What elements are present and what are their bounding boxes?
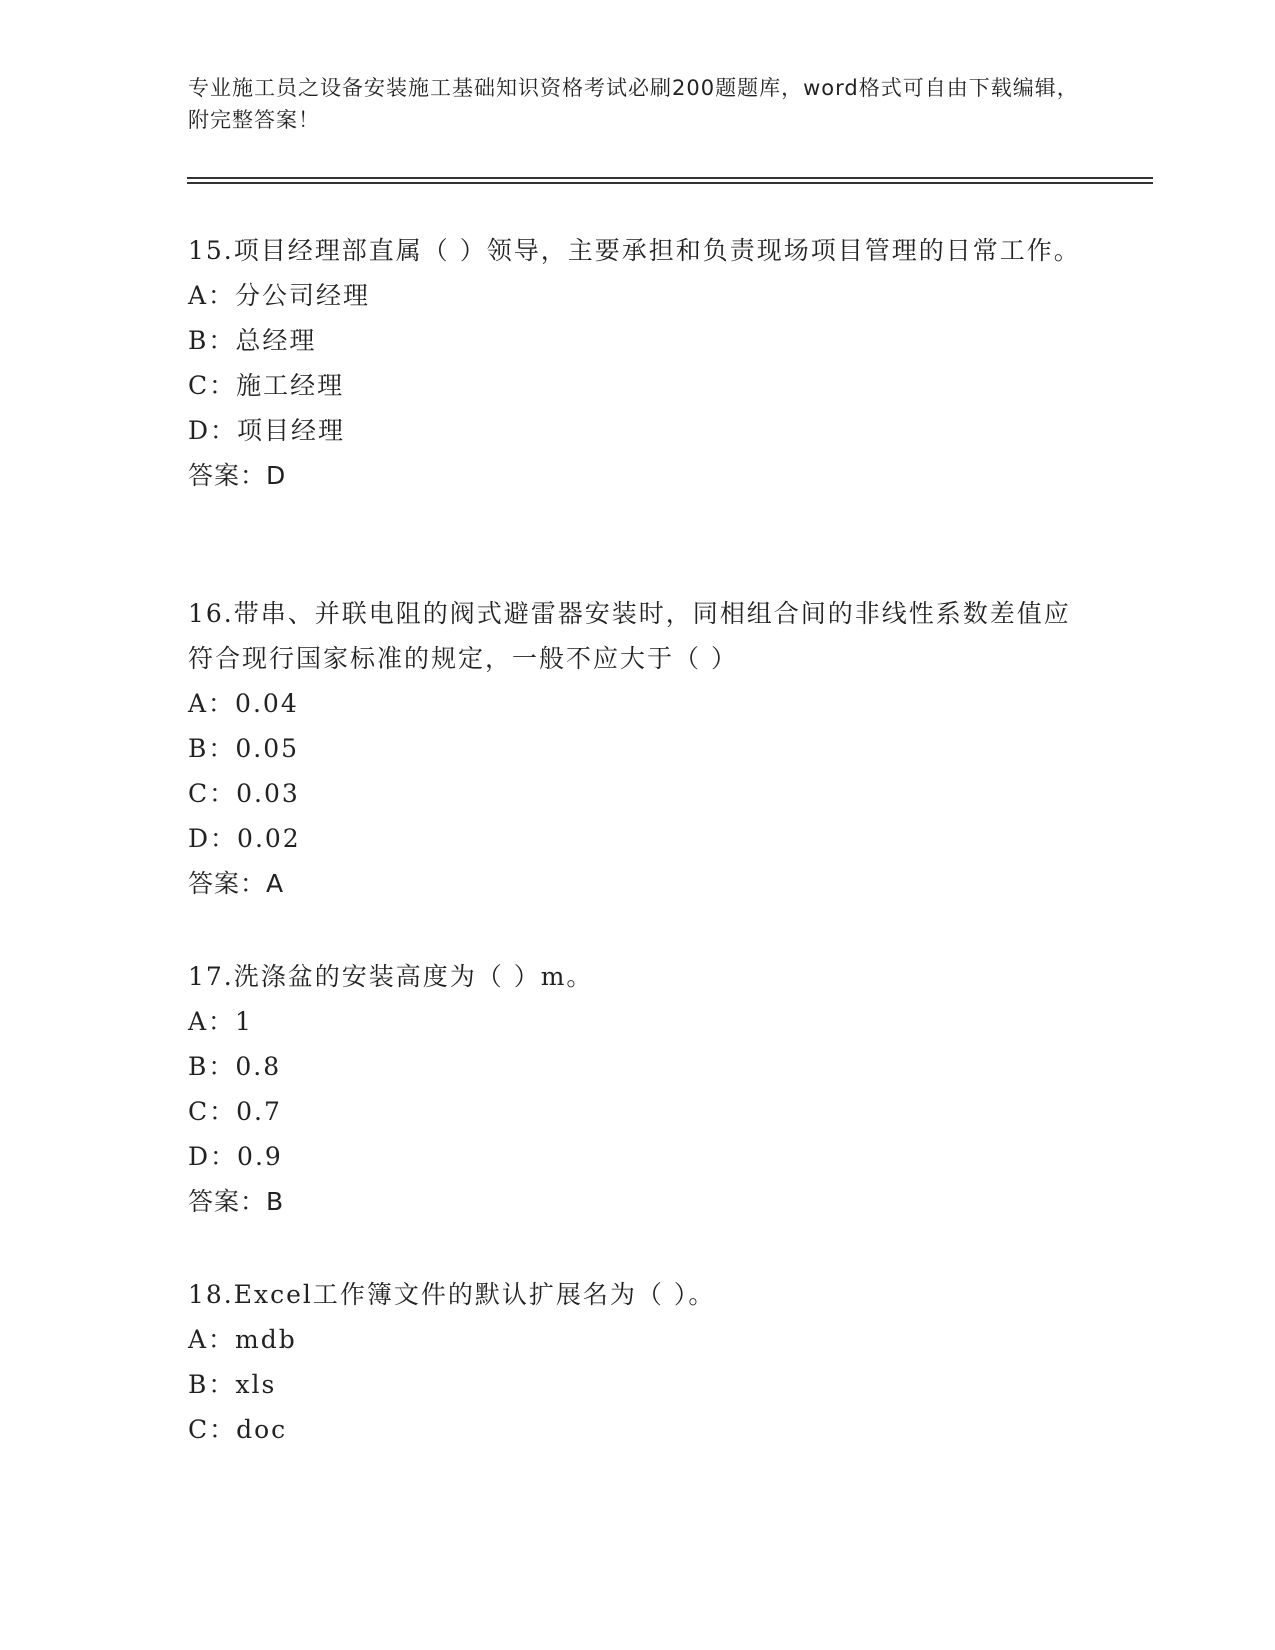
option-b: B：0.8 [188,1052,282,1081]
option-c: C：0.7 [188,1097,282,1126]
question-text: 18.Excel工作簿文件的默认扩展名为（ ）。 [188,1280,716,1309]
question-text: 15.项目经理部直属（ ）领导，主要承担和负责现场项目管理的日常工作。 [188,236,1081,265]
option-b: B：xls [188,1370,277,1399]
answer: 答案：D [188,461,287,490]
option-a: A：1 [188,1007,253,1036]
option-a: A：分公司经理 [188,281,371,310]
answer: 答案：A [188,869,285,898]
option-c: C：施工经理 [188,371,345,400]
header-divider-top [187,177,1153,179]
option-a: A：0.04 [188,689,299,718]
question-17 [188,954,1088,1224]
option-d: D：0.02 [188,824,301,853]
option-d: D：项目经理 [188,416,346,445]
option-a: A：mdb [188,1325,297,1354]
question-15 [188,228,1088,498]
question-18 [188,1272,1088,1452]
option-b: B：0.05 [188,734,300,763]
option-c: C：0.03 [188,779,300,808]
answer: 答案：B [188,1187,285,1216]
question-16 [188,591,1088,906]
question-text: 17.洗涤盆的安装高度为（ ）m。 [188,962,594,991]
option-c: C：doc [188,1415,288,1444]
option-b: B：总经理 [188,326,317,355]
header-divider-bottom [187,182,1153,184]
question-text: 16.带串、并联电阻的阀式避雷器安装时，同相组合间的非线性系数差值应符合现行国家标准的规定，一般不应大于（ ） [188,599,1071,673]
option-d: D：0.9 [188,1142,283,1171]
document-intro: 专业施工员之设备安装施工基础知识资格考试必刷200题题库，word格式可自由下载编辑，附完整答案！ [188,76,1079,132]
